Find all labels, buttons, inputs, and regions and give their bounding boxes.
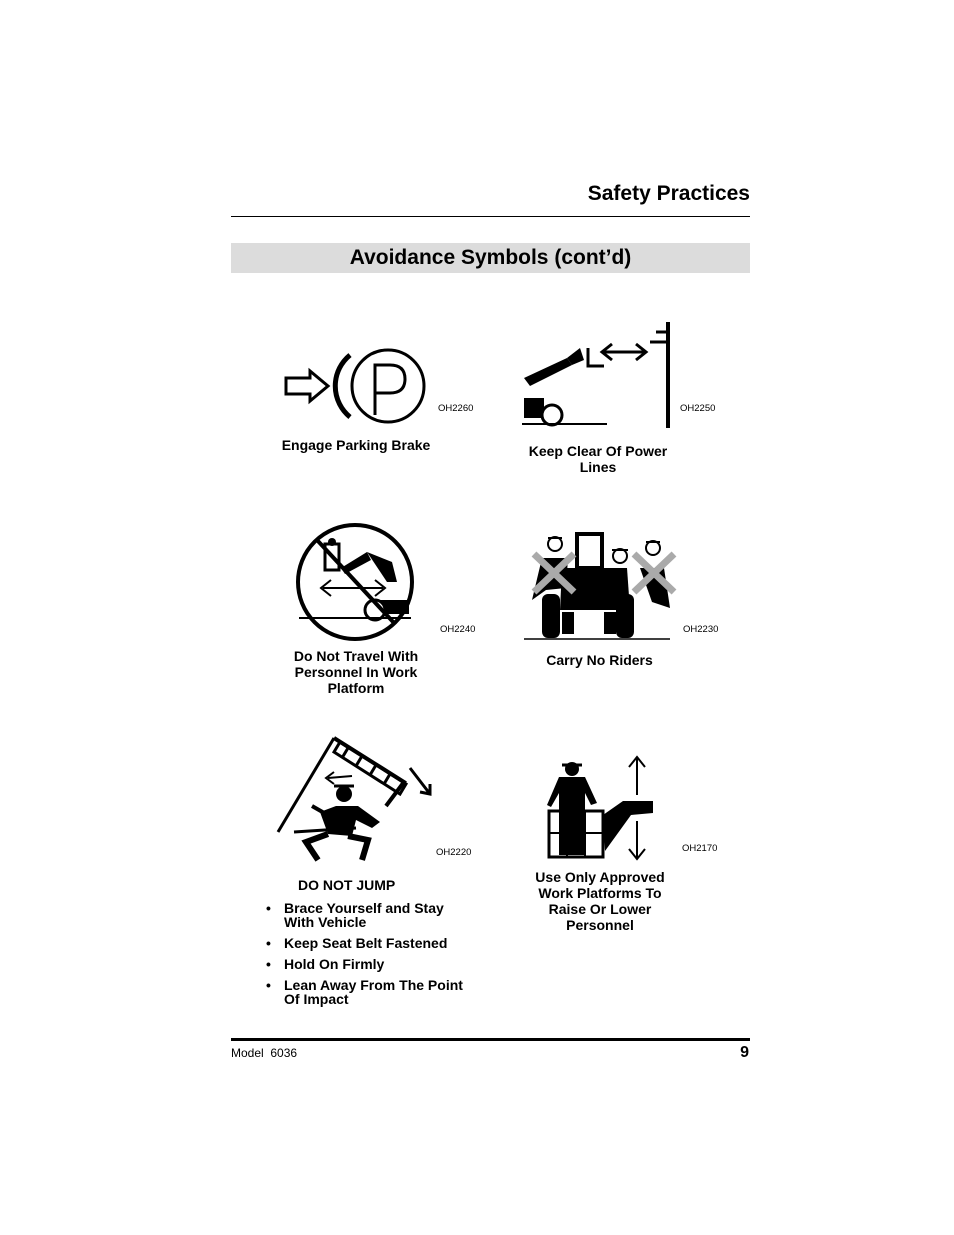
page-number: 9 (740, 1044, 749, 1061)
symbol-code: OH2170 (682, 843, 718, 854)
list-item: • Lean Away From The Point Of Impact (266, 978, 471, 1006)
do-not-jump-icon (276, 736, 436, 866)
title-rule (231, 216, 750, 217)
model-number: Model 6036 (231, 1046, 298, 1060)
list-item: • Hold On Firmly (266, 957, 471, 971)
no-travel-personnel-icon (297, 522, 417, 642)
symbol-caption: Engage Parking Brake (281, 437, 431, 453)
symbol-code: OH2250 (680, 403, 716, 414)
subtitle: Avoidance Symbols (cont’d) (349, 246, 632, 269)
symbol-caption: Keep Clear Of Power Lines (528, 443, 668, 475)
list-item: • Keep Seat Belt Fastened (266, 936, 471, 950)
power-lines-icon (522, 320, 677, 430)
do-not-jump-heading: DO NOT JUMP (298, 877, 396, 893)
symbol-caption: Use Only Approved Work Platforms To Raise Or Lower Personnel (535, 869, 665, 933)
no-riders-icon (522, 528, 677, 643)
symbol-code: OH2220 (436, 847, 472, 858)
symbol-code: OH2240 (440, 624, 476, 635)
list-item: • Brace Yourself and Stay With Vehicle (266, 901, 471, 929)
symbol-caption: Do Not Travel With Personnel In Work Platform (293, 648, 419, 696)
approved-platform-icon (545, 755, 660, 865)
parking-brake-icon (280, 345, 430, 425)
section-title: Safety Practices (587, 182, 750, 205)
jump-instructions-list (266, 901, 471, 1013)
symbol-code: OH2260 (438, 403, 474, 414)
symbol-caption: Carry No Riders (546, 652, 653, 668)
footer-rule (231, 1038, 750, 1041)
symbol-code: OH2230 (683, 624, 719, 635)
